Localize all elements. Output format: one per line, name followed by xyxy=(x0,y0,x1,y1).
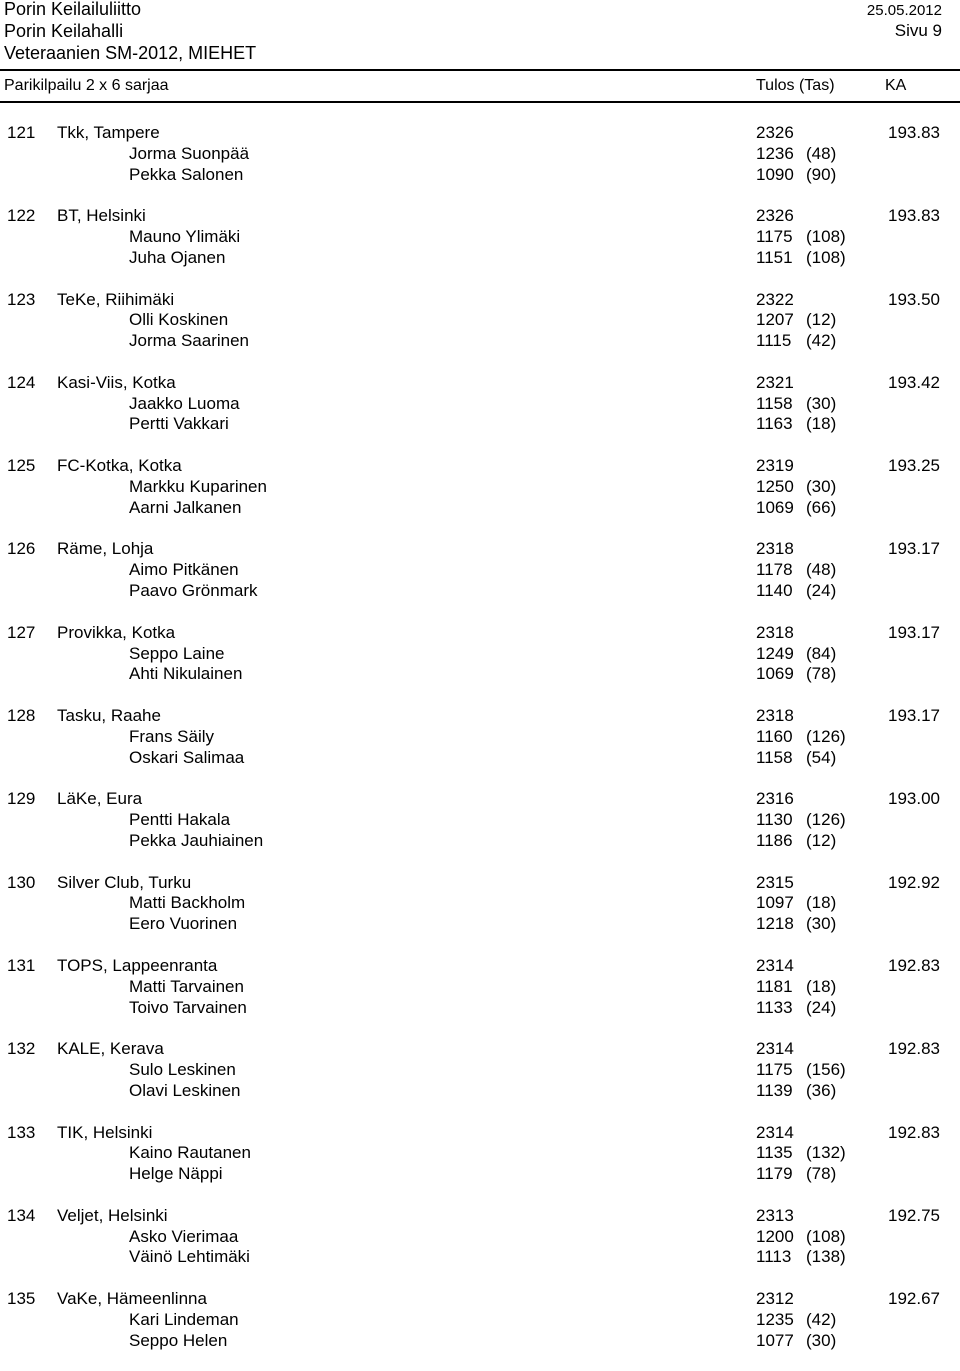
team-average: 192.92 xyxy=(888,872,940,892)
player-handicap: (12) xyxy=(806,830,837,850)
team-rank: 123 xyxy=(7,289,36,309)
team-row xyxy=(0,872,960,893)
team-row xyxy=(0,205,960,226)
team-entry xyxy=(0,1205,960,1288)
player-row xyxy=(0,1080,960,1101)
team-rank: 125 xyxy=(7,456,36,476)
team-total: 2314 xyxy=(756,1122,794,1142)
player-handicap: (78) xyxy=(806,664,837,684)
player-score: 1236 xyxy=(756,143,794,163)
venue-name: Porin Keilahalli xyxy=(4,21,124,41)
player-score: 1181 xyxy=(756,976,793,996)
team-average: 193.17 xyxy=(888,706,940,726)
player-handicap: (126) xyxy=(806,726,846,746)
player-row xyxy=(0,309,960,330)
player-handicap: (78) xyxy=(806,1164,837,1184)
player-name: Seppo Laine xyxy=(129,643,225,663)
team-name: Tasku, Raahe xyxy=(57,706,161,726)
team-name: Veljet, Helsinki xyxy=(57,1205,168,1225)
team-row xyxy=(0,538,960,559)
team-total: 2319 xyxy=(756,456,794,476)
player-score: 1249 xyxy=(756,643,794,663)
player-score: 1069 xyxy=(756,497,794,517)
player-row xyxy=(0,830,960,851)
player-score: 1130 xyxy=(756,810,793,830)
player-row xyxy=(0,663,960,684)
team-total: 2316 xyxy=(756,789,794,809)
team-row xyxy=(0,1122,960,1143)
results-list xyxy=(0,122,960,1371)
team-average: 193.50 xyxy=(888,289,940,309)
player-score: 1090 xyxy=(756,164,794,184)
player-name: Sulo Leskinen xyxy=(129,1060,236,1080)
player-name: Matti Tarvainen xyxy=(129,976,244,996)
player-row xyxy=(0,330,960,351)
player-row xyxy=(0,1246,960,1267)
team-rank: 122 xyxy=(7,206,36,226)
player-score: 1218 xyxy=(756,914,794,934)
player-score: 1151 xyxy=(756,247,793,267)
player-handicap: (18) xyxy=(806,976,837,996)
player-name: Helge Näppi xyxy=(129,1164,223,1184)
team-entry xyxy=(0,872,960,955)
player-handicap: (108) xyxy=(806,227,846,247)
player-handicap: (36) xyxy=(806,1080,837,1100)
player-handicap: (84) xyxy=(806,643,837,663)
team-name: Tkk, Tampere xyxy=(57,123,160,142)
player-name: Pekka Salonen xyxy=(129,164,244,184)
team-average: 192.67 xyxy=(888,1289,940,1309)
player-name: Pentti Hakala xyxy=(129,810,231,830)
team-rank: 134 xyxy=(7,1205,36,1225)
player-handicap: (48) xyxy=(806,560,837,580)
team-name: LäKe, Eura xyxy=(57,789,143,809)
team-average: 193.83 xyxy=(888,123,940,142)
team-name: FC-Kotka, Kotka xyxy=(57,456,182,476)
player-score: 1163 xyxy=(756,414,793,434)
player-handicap: (42) xyxy=(806,331,837,351)
player-row xyxy=(0,1226,960,1247)
team-row xyxy=(0,1038,960,1059)
team-average: 193.17 xyxy=(888,539,940,559)
team-total: 2314 xyxy=(756,955,794,975)
team-row xyxy=(0,1288,960,1309)
player-handicap: (18) xyxy=(806,414,837,434)
player-score: 1113 xyxy=(756,1247,792,1267)
player-row xyxy=(0,559,960,580)
team-rank: 133 xyxy=(7,1122,36,1142)
team-name: Silver Club, Turku xyxy=(57,872,192,892)
competition-format: Parikilpailu 2 x 6 sarjaa xyxy=(4,77,169,94)
team-entry xyxy=(0,622,960,705)
organization-name: Porin Keilailuliitto xyxy=(4,0,142,19)
team-average: 193.83 xyxy=(888,206,940,226)
player-row xyxy=(0,226,960,247)
team-entry xyxy=(0,1038,960,1121)
team-total: 2313 xyxy=(756,1205,794,1225)
page-number: Sivu 9 xyxy=(894,21,942,40)
player-handicap: (30) xyxy=(806,1330,837,1350)
player-name: Asko Vierimaa xyxy=(129,1226,239,1246)
player-handicap: (12) xyxy=(806,310,837,330)
player-row xyxy=(0,1142,960,1163)
team-total: 2322 xyxy=(756,289,794,309)
player-score: 1077 xyxy=(756,1330,794,1350)
player-name: Seppo Helen xyxy=(129,1330,228,1350)
player-score: 1200 xyxy=(756,1226,794,1246)
player-name: Väinö Lehtimäki xyxy=(129,1247,250,1267)
player-score: 1250 xyxy=(756,476,794,496)
team-row xyxy=(0,122,960,143)
team-average: 193.42 xyxy=(888,372,940,392)
team-entry xyxy=(0,455,960,538)
player-row xyxy=(0,247,960,268)
player-name: Olli Koskinen xyxy=(129,310,229,330)
player-handicap: (24) xyxy=(806,997,837,1017)
player-name: Eero Vuorinen xyxy=(129,914,238,934)
player-handicap: (30) xyxy=(806,393,837,413)
team-rank: 131 xyxy=(7,955,36,975)
team-total: 2326 xyxy=(756,206,794,226)
player-row xyxy=(0,913,960,934)
player-score: 1158 xyxy=(756,393,793,413)
player-name: Frans Säily xyxy=(129,726,215,746)
player-name: Aimo Pitkänen xyxy=(129,560,239,580)
player-handicap: (18) xyxy=(806,893,837,913)
player-score: 1235 xyxy=(756,1309,794,1329)
team-rank: 127 xyxy=(7,622,36,642)
player-score: 1207 xyxy=(756,310,794,330)
event-title: Veteraanien SM-2012, MIEHET xyxy=(4,43,257,63)
player-row xyxy=(0,643,960,664)
player-row xyxy=(0,1330,960,1351)
player-score: 1133 xyxy=(756,997,793,1017)
player-row xyxy=(0,747,960,768)
team-row xyxy=(0,1205,960,1226)
player-row xyxy=(0,164,960,185)
player-score: 1175 xyxy=(756,1060,793,1080)
team-row xyxy=(0,455,960,476)
player-score: 1178 xyxy=(756,560,793,580)
team-average: 192.83 xyxy=(888,1122,940,1142)
player-name: Matti Backholm xyxy=(129,893,246,913)
player-handicap: (156) xyxy=(806,1060,846,1080)
player-handicap: (54) xyxy=(806,747,837,767)
player-score: 1158 xyxy=(756,747,793,767)
team-name: TIK, Helsinki xyxy=(57,1122,153,1142)
player-handicap: (48) xyxy=(806,143,837,163)
team-rank: 130 xyxy=(7,872,36,892)
team-row xyxy=(0,788,960,809)
player-row xyxy=(0,809,960,830)
player-name: Olavi Leskinen xyxy=(129,1080,241,1100)
player-name: Kaino Rautanen xyxy=(129,1143,251,1163)
team-name: Räme, Lohja xyxy=(57,539,154,559)
player-name: Juha Ojanen xyxy=(129,247,226,267)
player-row xyxy=(0,726,960,747)
player-name: Kari Lindeman xyxy=(129,1309,239,1329)
player-handicap: (30) xyxy=(806,914,837,934)
team-entry xyxy=(0,538,960,621)
team-average: 192.83 xyxy=(888,955,940,975)
team-rank: 129 xyxy=(7,789,36,809)
team-entry xyxy=(0,205,960,288)
player-name: Jorma Saarinen xyxy=(129,331,250,351)
player-row xyxy=(0,413,960,434)
player-name: Markku Kuparinen xyxy=(129,476,267,496)
player-row xyxy=(0,393,960,414)
team-entry xyxy=(0,955,960,1038)
player-row xyxy=(0,1163,960,1184)
player-row xyxy=(0,997,960,1018)
player-handicap: (66) xyxy=(806,497,837,517)
player-score: 1186 xyxy=(756,830,793,850)
team-rank: 132 xyxy=(7,1039,36,1059)
team-entry xyxy=(0,705,960,788)
player-name: Mauno Ylimäki xyxy=(129,227,241,247)
player-handicap: (90) xyxy=(806,164,837,184)
team-name: BT, Helsinki xyxy=(57,206,146,226)
player-handicap: (132) xyxy=(806,1143,846,1163)
player-row xyxy=(0,1059,960,1080)
result-column-header: Tulos (Tas) xyxy=(756,77,835,94)
team-average: 192.75 xyxy=(888,1205,940,1225)
team-rank: 126 xyxy=(7,539,36,559)
team-entry xyxy=(0,122,960,205)
player-row xyxy=(0,497,960,518)
team-average: 192.83 xyxy=(888,1039,940,1059)
player-name: Toivo Tarvainen xyxy=(129,997,247,1017)
team-entry xyxy=(0,1122,960,1205)
team-entry xyxy=(0,289,960,372)
average-column-header: KA xyxy=(885,77,907,94)
player-handicap: (24) xyxy=(806,581,837,601)
team-name: TeKe, Riihimäki xyxy=(57,289,175,309)
player-name: Pertti Vakkari xyxy=(129,414,229,434)
team-total: 2318 xyxy=(756,622,794,642)
player-name: Oskari Salimaa xyxy=(129,747,245,767)
team-total: 2312 xyxy=(756,1289,794,1309)
team-row xyxy=(0,622,960,643)
team-name: Kasi-Viis, Kotka xyxy=(57,372,176,392)
player-row xyxy=(0,143,960,164)
player-name: Ahti Nikulainen xyxy=(129,664,243,684)
team-entry xyxy=(0,1288,960,1371)
team-row xyxy=(0,372,960,393)
player-row xyxy=(0,1309,960,1330)
team-total: 2318 xyxy=(756,706,794,726)
team-total: 2318 xyxy=(756,539,794,559)
team-rank: 135 xyxy=(7,1289,36,1309)
team-row xyxy=(0,955,960,976)
player-row xyxy=(0,892,960,913)
player-row xyxy=(0,476,960,497)
player-score: 1135 xyxy=(756,1143,793,1163)
player-handicap: (126) xyxy=(806,810,846,830)
report-date: 25.05.2012 xyxy=(866,2,942,19)
team-name: KALE, Kerava xyxy=(57,1039,164,1059)
team-name: Provikka, Kotka xyxy=(57,622,176,642)
team-total: 2314 xyxy=(756,1039,794,1059)
team-rank: 124 xyxy=(7,372,36,392)
player-score: 1097 xyxy=(756,893,794,913)
player-score: 1175 xyxy=(756,227,793,247)
player-handicap: (108) xyxy=(806,1226,846,1246)
player-name: Aarni Jalkanen xyxy=(129,497,242,517)
player-name: Jaakko Luoma xyxy=(129,393,240,413)
player-score: 1069 xyxy=(756,664,794,684)
player-score: 1115 xyxy=(756,331,792,351)
team-rank: 121 xyxy=(7,123,36,142)
team-average: 193.00 xyxy=(888,789,940,809)
team-total: 2326 xyxy=(756,123,794,142)
team-name: TOPS, Lappeenranta xyxy=(57,955,218,975)
team-total: 2315 xyxy=(756,872,794,892)
player-row xyxy=(0,976,960,997)
team-row xyxy=(0,705,960,726)
player-handicap: (30) xyxy=(806,476,837,496)
column-header-bar xyxy=(0,69,960,103)
team-entry xyxy=(0,788,960,871)
team-entry xyxy=(0,372,960,455)
team-row xyxy=(0,289,960,310)
player-handicap: (108) xyxy=(806,247,846,267)
player-handicap: (138) xyxy=(806,1247,846,1267)
team-total: 2321 xyxy=(756,372,794,392)
player-name: Paavo Grönmark xyxy=(129,581,258,601)
team-average: 193.17 xyxy=(888,622,940,642)
player-name: Jorma Suonpää xyxy=(129,143,250,163)
team-rank: 128 xyxy=(7,706,36,726)
team-name: VaKe, Hämeenlinna xyxy=(57,1289,207,1309)
player-score: 1140 xyxy=(756,581,793,601)
player-name: Pekka Jauhiainen xyxy=(129,830,264,850)
player-row xyxy=(0,580,960,601)
player-score: 1160 xyxy=(756,726,793,746)
team-average: 193.25 xyxy=(888,456,940,476)
player-score: 1139 xyxy=(756,1080,793,1100)
player-score: 1179 xyxy=(756,1164,793,1184)
player-handicap: (42) xyxy=(806,1309,837,1329)
